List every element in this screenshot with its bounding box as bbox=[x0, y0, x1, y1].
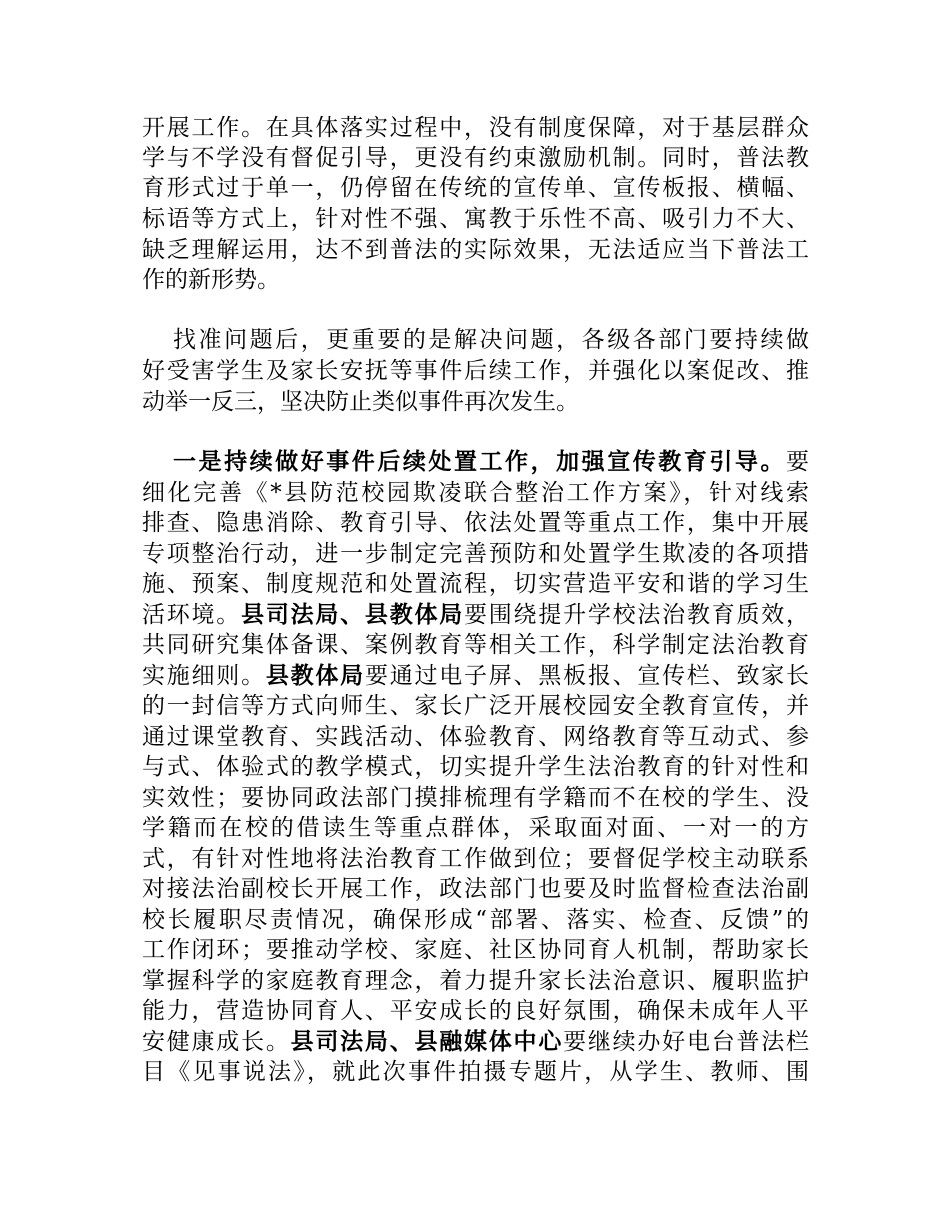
paragraph-3-line-6-post: 要围绕提升学校法治教育质效， bbox=[464, 602, 810, 628]
paragraph-3-line-16: 校长履职尽责情况，确保形成“部署、落实、检查、反馈”的 bbox=[142, 907, 809, 933]
paragraph-3-line-5: 施、预案、制度规范和处置流程，切实营造平安和谐的学习生 bbox=[142, 571, 809, 597]
paragraph-3-line-17: 工作闭环；要推动学校、家庭、社区协同育人机制，帮助家长 bbox=[142, 937, 809, 963]
paragraph-3-line-9: 的一封信等方式向师生、家长广泛开展校园安全教育宣传，并 bbox=[142, 693, 809, 719]
paragraph-1-line-3: 育形式过于单一，仍停留在传统的宣传单、宣传板报、横幅、 bbox=[142, 175, 809, 201]
paragraph-2-line-3: 动举一反三，坚决防止类似事件再次发生。 bbox=[142, 389, 579, 415]
paragraph-3-line-1 bbox=[173, 447, 809, 477]
paragraph-3-line-8 bbox=[142, 661, 809, 691]
paragraph-3-line-6-pre: 活环境。 bbox=[142, 602, 242, 628]
paragraph-3-line-8-pre: 实施细则。 bbox=[142, 663, 266, 689]
paragraph-3-line-18: 掌握科学的家庭教育理念，着力提升家长法治意识、履职监护 bbox=[142, 968, 809, 994]
paragraph-3-line-8-post: 要通过电子屏、黑板报、宣传栏、致家长 bbox=[364, 663, 810, 689]
paragraph-3-line-19: 能力，营造协同育人、平安成长的良好氛围，确保未成年人平 bbox=[142, 998, 809, 1024]
paragraph-3-line-10: 通过课堂教育、实践活动、体验教育、网络教育等互动式、参 bbox=[142, 724, 809, 750]
paragraph-3-line-7: 共同研究集体备课、案例教育等相关工作，科学制定法治教育 bbox=[142, 632, 809, 658]
paragraph-3-heading: 一是持续做好事件后续处置工作，加强宣传教育引导。 bbox=[173, 448, 786, 475]
department-name-bold: 县教体局 bbox=[265, 662, 365, 689]
department-names-bold: 县司法局、县教体局 bbox=[241, 601, 465, 628]
paragraph-3-line-14: 式，有针对性地将法治教育工作做到位；要督促学校主动联系 bbox=[142, 846, 809, 872]
paragraph-3-line-11: 与式、体验式的教学模式，切实提升学生法治教育的针对性和 bbox=[142, 754, 809, 780]
paragraph-3-line-13: 学籍而在校的借读生等重点群体，采取面对面、一对一的方 bbox=[142, 815, 809, 841]
paragraph-1-line-2: 学与不学没有督促引导，更没有约束激励机制。同时，普法教 bbox=[142, 145, 809, 171]
department-names-bold-2: 县司法局、县融媒体中心 bbox=[290, 1028, 564, 1055]
paragraph-3-line-21: 目《见事说法》，就此次事件拍摄专题片，从学生、教师、围 bbox=[142, 1059, 809, 1085]
paragraph-3-line-20 bbox=[142, 1027, 809, 1057]
paragraph-3-line-2: 细化完善《*县防范校园欺凌联合整治工作方案》，针对线索 bbox=[142, 480, 809, 506]
paragraph-3-line-6 bbox=[142, 600, 809, 630]
paragraph-1-line-4: 标语等方式上，针对性不强、寓教于乐性不高、吸引力不大、 bbox=[142, 206, 809, 232]
paragraph-3-line-20-post: 要继续办好电台普法栏 bbox=[563, 1029, 810, 1055]
paragraph-3-line-4: 专项整治行动，进一步制定完善预防和处置学生欺凌的各项措 bbox=[142, 541, 809, 567]
paragraph-3-line-3: 排查、隐患消除、教育引导、依法处置等重点工作，集中开展 bbox=[142, 510, 809, 536]
paragraph-3-line-20-pre: 安健康成长。 bbox=[142, 1029, 291, 1055]
paragraph-3-line-1-text: 要 bbox=[786, 449, 809, 475]
paragraph-1-line-1: 开展工作。在具体落实过程中，没有制度保障，对于基层群众 bbox=[142, 115, 809, 141]
paragraph-2-line-2: 好受害学生及家长安抚等事件后续工作，并强化以案促改、推 bbox=[142, 358, 809, 384]
paragraph-3-line-12: 实效性；要协同政法部门摸排梳理有学籍而不在校的学生、没 bbox=[142, 785, 809, 811]
paragraph-1-line-5: 缺乏理解运用，达不到普法的实际效果，无法适应当下普法工 bbox=[142, 237, 809, 263]
paragraph-3-line-15: 对接法治副校长开展工作，政法部门也要及时监督检查法治副 bbox=[142, 876, 809, 902]
paragraph-2-line-1: 找准问题后，更重要的是解决问题，各级各部门要持续做 bbox=[173, 327, 809, 353]
paragraph-1-line-6: 作的新形势。 bbox=[142, 267, 280, 293]
